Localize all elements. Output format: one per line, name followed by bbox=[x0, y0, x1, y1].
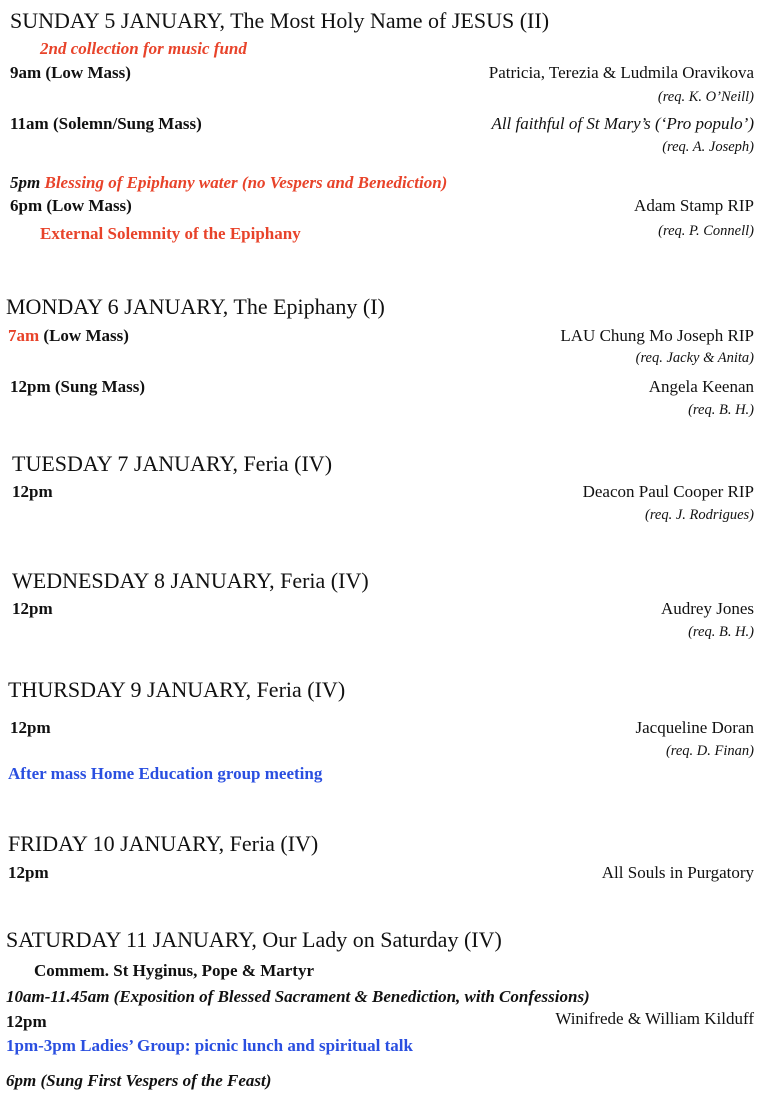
saturday-exposition: 10am-11.45am (Exposition of Blessed Sacrament & Benediction, with Confessions) bbox=[6, 987, 590, 1006]
sunday-blessing-time: 5pm bbox=[10, 173, 41, 192]
monday-mass2-time: 12pm (Sung Mass) bbox=[10, 377, 146, 396]
sunday-mass1-time: 9am (Low Mass) bbox=[10, 63, 131, 82]
saturday-vespers: 6pm (Sung First Vespers of the Feast) bbox=[6, 1071, 272, 1090]
friday-heading: FRIDAY 10 JANUARY, Feria (IV) bbox=[8, 831, 319, 856]
sunday-mass2-time: 11am (Solemn/Sung Mass) bbox=[10, 114, 202, 133]
wednesday-heading: WEDNESDAY 8 JANUARY, Feria (IV) bbox=[12, 568, 369, 593]
monday-mass1-requester: (req. Jacky & Anita) bbox=[635, 350, 754, 366]
sunday-mass3-intention: Adam Stamp RIP bbox=[634, 196, 754, 215]
saturday-ladies-group: 1pm-3pm Ladies’ Group: picnic lunch and spiritual talk bbox=[6, 1036, 413, 1055]
sunday-mass1-requester: (req. K. O’Neill) bbox=[657, 89, 754, 105]
thursday-heading: THURSDAY 9 JANUARY, Feria (IV) bbox=[8, 677, 346, 702]
monday-mass2-intention: Angela Keenan bbox=[648, 377, 754, 396]
saturday-heading: SATURDAY 11 JANUARY, Our Lady on Saturday (IV) bbox=[6, 927, 502, 952]
sunday-heading: SUNDAY 5 JANUARY, The Most Holy Name of JESUS (II) bbox=[10, 8, 550, 33]
monday-heading: MONDAY 6 JANUARY, The Epiphany (I) bbox=[6, 294, 385, 319]
wednesday-mass-intention: Audrey Jones bbox=[660, 599, 754, 618]
sunday-blessing-line bbox=[10, 174, 447, 191]
tuesday-mass-time: 12pm bbox=[12, 482, 53, 501]
monday-mass2-requester: (req. B. H.) bbox=[688, 402, 754, 418]
monday-mass1-line bbox=[8, 327, 129, 344]
wednesday-mass-time: 12pm bbox=[12, 599, 53, 618]
sunday-mass2-intention: All faithful of St Mary’s (‘Pro populo’) bbox=[491, 114, 754, 133]
tuesday-heading: TUESDAY 7 JANUARY, Feria (IV) bbox=[12, 451, 333, 476]
tuesday-mass-intention: Deacon Paul Cooper RIP bbox=[582, 482, 754, 501]
friday-mass-intention: All Souls in Purgatory bbox=[601, 863, 754, 882]
sunday-mass1-intention: Patricia, Terezia & Ludmila Oravikova bbox=[488, 63, 754, 82]
thursday-mass-intention: Jacqueline Doran bbox=[635, 718, 754, 737]
thursday-event: After mass Home Education group meeting bbox=[8, 764, 323, 783]
monday-mass1-time: 7am bbox=[8, 326, 40, 345]
thursday-mass-requester: (req. D. Finan) bbox=[665, 743, 754, 759]
saturday-commemoration: Commem. St Hyginus, Pope & Martyr bbox=[34, 961, 314, 980]
thursday-mass-time: 12pm bbox=[10, 718, 51, 737]
saturday-mass-time: 12pm bbox=[6, 1012, 47, 1031]
monday-mass1-type: (Low Mass) bbox=[43, 326, 129, 345]
saturday-mass-intention: Winifrede & William Kilduff bbox=[555, 1009, 754, 1028]
sunday-collection-note: 2nd collection for music fund bbox=[40, 39, 247, 58]
sunday-external-solemnity: External Solemnity of the Epiphany bbox=[40, 224, 301, 243]
wednesday-mass-requester: (req. B. H.) bbox=[688, 624, 754, 640]
friday-mass-time: 12pm bbox=[8, 863, 49, 882]
sunday-mass3-time: 6pm (Low Mass) bbox=[10, 196, 132, 215]
sunday-blessing-text: Blessing of Epiphany water (no Vespers and Benediction) bbox=[44, 173, 448, 192]
monday-mass1-intention: LAU Chung Mo Joseph RIP bbox=[560, 326, 754, 345]
sunday-mass2-requester: (req. A. Joseph) bbox=[662, 139, 754, 155]
tuesday-mass-requester: (req. J. Rodrigues) bbox=[645, 507, 754, 523]
sunday-mass3-requester: (req. P. Connell) bbox=[658, 223, 754, 239]
